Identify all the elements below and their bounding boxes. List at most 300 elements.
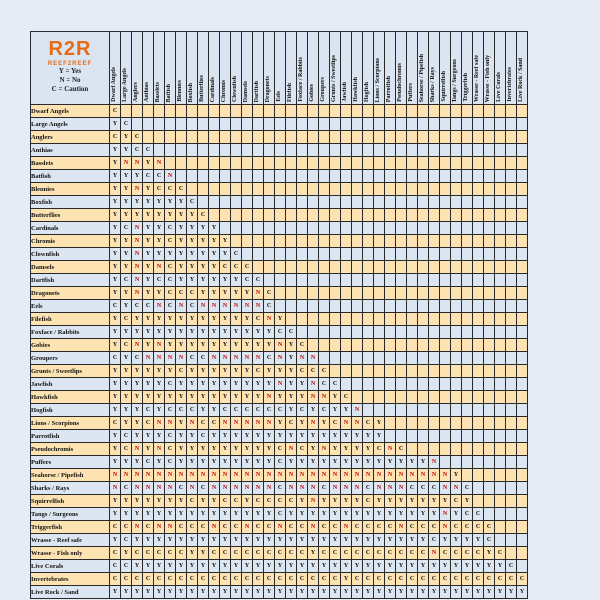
table-row [31,365,528,378]
compat-cell: C [253,495,264,508]
empty-cell [385,235,396,248]
compat-cell: Y [132,404,143,417]
empty-cell [330,131,341,144]
compat-cell: Y [110,365,121,378]
empty-cell [484,209,495,222]
empty-cell [396,118,407,131]
compat-cell: C [264,547,275,560]
empty-cell [154,131,165,144]
compat-cell: N [297,469,308,482]
empty-cell [341,326,352,339]
empty-cell [451,144,462,157]
compat-cell: C [242,547,253,560]
empty-cell [253,144,264,157]
empty-cell [517,534,528,547]
compat-cell: N [132,469,143,482]
compat-cell: C [264,287,275,300]
compat-cell: C [198,209,209,222]
empty-cell [319,144,330,157]
row-header: Chromis [31,235,110,248]
empty-cell [220,118,231,131]
empty-cell [462,443,473,456]
compat-cell: Y [154,222,165,235]
compat-cell: N [308,482,319,495]
empty-cell [165,105,176,118]
compat-cell: Y [110,495,121,508]
compat-cell: Y [286,404,297,417]
compat-cell: Y [187,365,198,378]
compat-cell: C [242,274,253,287]
table-row [31,144,528,157]
compat-cell: Y [220,339,231,352]
compat-cell: N [242,352,253,365]
compat-cell: Y [187,508,198,521]
empty-cell [495,456,506,469]
compat-cell: Y [110,378,121,391]
compat-cell: N [132,235,143,248]
empty-cell [418,352,429,365]
compat-cell: Y [154,495,165,508]
empty-cell [440,287,451,300]
empty-cell [396,378,407,391]
empty-cell [407,313,418,326]
empty-cell [374,196,385,209]
empty-cell [462,378,473,391]
column-header-label: Squirrelfish [441,71,447,102]
compat-cell: N [429,469,440,482]
row-header: Wrasse - Reef safe [31,534,110,547]
compat-cell: Y [308,508,319,521]
empty-cell [473,170,484,183]
empty-cell [286,222,297,235]
compat-cell: Y [253,456,264,469]
empty-cell [308,261,319,274]
column-header [242,32,253,105]
compat-cell: C [165,222,176,235]
empty-cell [517,196,528,209]
compat-cell: C [407,573,418,586]
empty-cell [319,313,330,326]
column-header-label: Grunts / Sweetlips [331,54,337,102]
compat-cell: Y [220,274,231,287]
empty-cell [330,300,341,313]
compat-cell: Y [308,560,319,573]
empty-cell [407,430,418,443]
empty-cell [396,352,407,365]
empty-cell [264,209,275,222]
empty-cell [451,456,462,469]
empty-cell [297,118,308,131]
compat-cell: Y [121,287,132,300]
empty-cell [517,560,528,573]
compat-cell: C [440,573,451,586]
compat-cell: N [264,417,275,430]
empty-cell [385,144,396,157]
compat-cell: C [473,573,484,586]
compat-cell: C [407,521,418,534]
empty-cell [473,300,484,313]
empty-cell [374,352,385,365]
empty-cell [319,170,330,183]
empty-cell [506,131,517,144]
compat-cell: Y [121,326,132,339]
empty-cell [429,105,440,118]
empty-cell [495,534,506,547]
compat-cell: Y [176,378,187,391]
empty-cell [473,391,484,404]
compat-cell: C [341,547,352,560]
empty-cell [462,209,473,222]
empty-cell [418,365,429,378]
compat-cell: C [176,547,187,560]
empty-cell [407,404,418,417]
empty-cell [396,261,407,274]
compat-cell: N [209,469,220,482]
compat-cell: Y [253,391,264,404]
compat-cell: Y [220,326,231,339]
compat-cell: Y [198,378,209,391]
compat-cell: Y [110,287,121,300]
compat-cell: C [121,534,132,547]
empty-cell [308,235,319,248]
compat-cell: C [297,404,308,417]
compat-cell: Y [352,456,363,469]
empty-cell [176,131,187,144]
compat-cell: Y [275,417,286,430]
compat-cell: N [341,521,352,534]
empty-cell [374,222,385,235]
compat-cell: C [352,547,363,560]
compat-cell: C [319,365,330,378]
compat-cell: C [143,170,154,183]
compat-cell: Y [231,274,242,287]
compat-cell: C [187,352,198,365]
empty-cell [506,378,517,391]
compat-cell: Y [187,209,198,222]
compat-cell: Y [275,313,286,326]
empty-cell [429,443,440,456]
compat-cell: N [297,482,308,495]
empty-cell [363,404,374,417]
column-header-label: Basslets [155,81,161,102]
empty-cell [462,157,473,170]
empty-cell [495,261,506,274]
empty-cell [407,391,418,404]
empty-cell [440,131,451,144]
empty-cell [506,235,517,248]
compat-cell: N [253,352,264,365]
compat-cell: Y [297,534,308,547]
empty-cell [462,183,473,196]
compat-cell: Y [242,287,253,300]
compat-cell: C [396,443,407,456]
compat-cell: Y [319,586,330,599]
empty-cell [517,495,528,508]
empty-cell [264,274,275,287]
compat-cell: Y [143,222,154,235]
compat-cell: C [451,547,462,560]
compat-cell: Y [176,196,187,209]
empty-cell [396,209,407,222]
compat-cell: Y [341,456,352,469]
compat-cell: C [319,547,330,560]
empty-cell [253,209,264,222]
compat-cell: C [165,287,176,300]
compat-cell: C [330,378,341,391]
compat-cell: Y [396,508,407,521]
empty-cell [363,157,374,170]
empty-cell [495,157,506,170]
empty-cell [418,274,429,287]
compat-cell: C [341,391,352,404]
compat-cell: Y [154,430,165,443]
empty-cell [209,157,220,170]
empty-cell [418,391,429,404]
compat-cell: Y [209,326,220,339]
compat-cell: C [275,443,286,456]
compat-cell: N [132,482,143,495]
compat-cell: Y [286,339,297,352]
compat-cell: N [132,521,143,534]
compat-cell: Y [242,560,253,573]
empty-cell [495,274,506,287]
compat-cell: Y [286,534,297,547]
compat-cell: Y [440,534,451,547]
empty-cell [264,183,275,196]
legend-yes: Y = Yes [58,67,82,75]
row-header: Dartfish [31,274,110,287]
column-header-label: Dwarf Angels [111,67,117,102]
compat-cell: Y [198,456,209,469]
empty-cell [396,326,407,339]
compat-cell: Y [275,534,286,547]
empty-cell [330,170,341,183]
compat-cell: N [253,482,264,495]
empty-cell [385,417,396,430]
compat-cell: N [187,469,198,482]
compat-cell: C [418,482,429,495]
empty-cell [242,235,253,248]
empty-cell [429,274,440,287]
empty-cell [187,170,198,183]
empty-cell [473,469,484,482]
column-header [429,32,440,105]
empty-cell [341,131,352,144]
empty-cell [429,300,440,313]
compat-cell: C [187,300,198,313]
compat-cell: C [110,300,121,313]
empty-cell [440,352,451,365]
compat-cell: Y [143,209,154,222]
compat-cell: N [352,469,363,482]
row-header: Batfish [31,170,110,183]
compat-cell: C [286,547,297,560]
empty-cell [308,222,319,235]
compat-cell: Y [132,560,143,573]
empty-cell [253,196,264,209]
column-header-label: Dartfish [254,80,260,102]
empty-cell [396,391,407,404]
empty-cell [484,469,495,482]
compat-cell: Y [143,261,154,274]
empty-cell [495,495,506,508]
empty-cell [407,222,418,235]
compat-cell: C [462,573,473,586]
compat-cell: N [319,443,330,456]
empty-cell [495,378,506,391]
empty-cell [242,196,253,209]
empty-cell [440,170,451,183]
compat-cell: Y [198,391,209,404]
compat-cell: N [451,482,462,495]
compat-cell: Y [187,235,198,248]
compat-cell: Y [286,560,297,573]
row-header: Live Corals [31,560,110,573]
compat-cell: C [495,573,506,586]
empty-cell [385,378,396,391]
empty-cell [253,261,264,274]
empty-cell [374,391,385,404]
compat-cell: N [275,378,286,391]
compat-cell: Y [220,430,231,443]
compat-cell: Y [231,326,242,339]
empty-cell [319,248,330,261]
column-header [440,32,451,105]
row-header: Basslets [31,157,110,170]
empty-cell [506,534,517,547]
empty-cell [418,287,429,300]
empty-cell [308,326,319,339]
compat-cell: Y [132,391,143,404]
empty-cell [407,378,418,391]
compat-cell: Y [275,586,286,599]
empty-cell [187,131,198,144]
empty-cell [330,313,341,326]
compat-cell: C [220,404,231,417]
row-header: Blennies [31,183,110,196]
empty-cell [407,261,418,274]
empty-cell [209,183,220,196]
compat-cell: C [121,521,132,534]
empty-cell [363,183,374,196]
compat-cell: Y [418,456,429,469]
empty-cell [330,235,341,248]
empty-cell [451,430,462,443]
compat-cell: N [308,378,319,391]
compat-cell: N [143,469,154,482]
empty-cell [341,378,352,391]
empty-cell [374,287,385,300]
compat-cell: Y [242,534,253,547]
empty-cell [231,183,242,196]
empty-cell [374,170,385,183]
empty-cell [341,118,352,131]
compat-cell: Y [198,248,209,261]
column-header [154,32,165,105]
empty-cell [253,170,264,183]
empty-cell [297,144,308,157]
compat-cell: Y [396,586,407,599]
compat-cell: C [418,521,429,534]
empty-cell [451,235,462,248]
empty-cell [374,365,385,378]
compat-cell: Y [220,391,231,404]
empty-cell [440,196,451,209]
empty-cell [506,300,517,313]
compat-cell: N [319,469,330,482]
empty-cell [517,378,528,391]
column-header [473,32,484,105]
empty-cell [473,417,484,430]
empty-cell [396,313,407,326]
compat-cell: Y [154,378,165,391]
empty-cell [363,248,374,261]
compat-cell: Y [143,287,154,300]
compat-cell: C [132,352,143,365]
empty-cell [275,183,286,196]
compat-cell: N [209,482,220,495]
compat-cell: C [462,521,473,534]
compat-cell: C [275,456,286,469]
compat-cell: Y [143,378,154,391]
compat-cell: Y [264,534,275,547]
compat-cell: N [396,521,407,534]
compat-cell: Y [176,339,187,352]
empty-cell [264,131,275,144]
compat-cell: C [209,547,220,560]
empty-cell [473,404,484,417]
empty-cell [220,183,231,196]
empty-cell [407,248,418,261]
table-row [31,586,528,599]
empty-cell [385,352,396,365]
compat-cell: Y [176,313,187,326]
compat-cell: Y [220,287,231,300]
column-header [264,32,275,105]
compat-cell: C [231,521,242,534]
empty-cell [517,274,528,287]
empty-cell [473,443,484,456]
compat-cell: Y [286,365,297,378]
compat-cell: Y [121,248,132,261]
empty-cell [385,196,396,209]
compat-cell: Y [187,560,198,573]
empty-cell [352,183,363,196]
compat-cell: Y [154,196,165,209]
compat-cell: C [209,573,220,586]
compat-cell: Y [242,430,253,443]
row-header: Squirrelfish [31,495,110,508]
compat-cell: Y [264,508,275,521]
empty-cell [363,235,374,248]
compat-cell: C [473,521,484,534]
empty-cell [231,196,242,209]
compat-cell: Y [231,378,242,391]
empty-cell [275,261,286,274]
empty-cell [506,326,517,339]
empty-cell [165,144,176,157]
empty-cell [484,482,495,495]
column-header-label: Live Rock / Sand [518,58,524,102]
compat-cell: Y [484,547,495,560]
empty-cell [286,196,297,209]
compat-cell: N [308,495,319,508]
empty-cell [451,196,462,209]
empty-cell [407,300,418,313]
empty-cell [253,118,264,131]
empty-cell [451,105,462,118]
empty-cell [264,235,275,248]
